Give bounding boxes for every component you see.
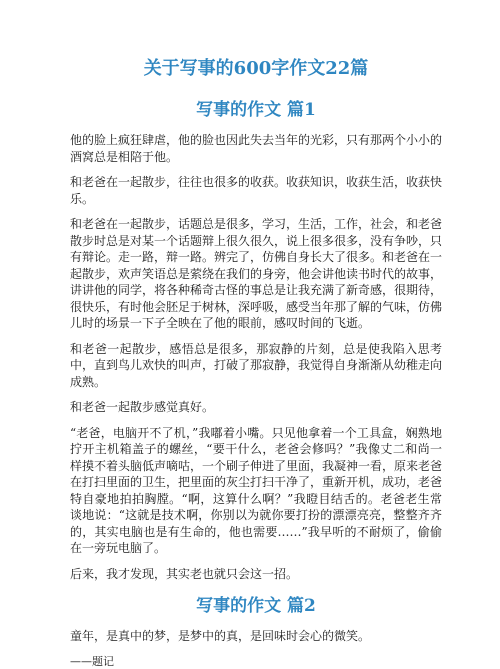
document-page bbox=[70, 56, 442, 669]
epigraph-signature: ——题记 bbox=[70, 654, 114, 668]
paragraph: 和老爸在一起散步，话题总是很多，学习，生活，工作，社会，和老爸散步时总是对某一个话题辩上很久很久，说上很多很多，没有争吵，只有辩论。走一路，辩一路。辨完了，仿佛自身长大了很多。和老爸在一起散步，欢声笑语总是萦绕在我们的身旁，他会讲他读书时代的故事，讲讲他的同学，将各种稀奇古怪的事总是让我充满了新奇感，很期待，很快乐，有时他会胚足于树林，深呼吸，感受当年那了解的气味，仿佛儿时的场景一下子全映在了他的眼前，感叹时间的飞逝。 bbox=[70, 217, 443, 330]
document-title: 关于写事的600字作文22篇 bbox=[143, 58, 369, 79]
paragraph: 后来，我才发现，其实老也就只会这一招。 bbox=[70, 566, 299, 581]
section-heading-1: 写事的作文 篇1 bbox=[196, 100, 316, 120]
section-heading-2: 写事的作文 篇2 bbox=[196, 596, 316, 616]
paragraph: 和老爸一起散步，感悟总是很多，那寂静的片刻，总是使我陷入思考中，直到鸟儿欢快的叫声，打破了那寂静，我觉得自身渐渐从幼稚走向成熟。 bbox=[70, 341, 443, 389]
paragraph: 他的脸上疯狂肆虐，他的脸也因此失去当年的光彩，只有那两个小小的酒窝总是相陪于他。 bbox=[70, 133, 443, 164]
paragraph: “老爸，电脑开不了机，”我嘟着小嘴。只见他拿着一个工具盒，娴熟地拧开主机箱盖子的螺丝，“要干什么，老爸会修吗？”我像丈二和尚一样摸不着头脑低声嘀咕，一个刷子伸进了里面，我凝神一看，原来老爸在打扫里面的卫生，把里面的灰尘打扫干净了，重新开机，成功，老爸特自豪地拍拍胸膛。“啊，这算什么啊？”我瞪目结舌的。老爸老生常谈地说：“这就是技术啊，你别以为就你要打扮的漂漂亮亮，整整齐齐的，其实电脑也是有生命的，他也需要……”我早听的不耐烦了，偷偷在一旁玩电脑了。 bbox=[70, 425, 443, 555]
paragraph: 和老爸一起散步感觉真好。 bbox=[70, 400, 215, 414]
paragraph: 和老爸在一起散步，往往也很多的收获。收获知识，收获生活，收获快乐。 bbox=[70, 175, 443, 206]
paragraph: 童年，是真中的梦，是梦中的真，是回味时会心的微笑。 bbox=[70, 629, 371, 643]
